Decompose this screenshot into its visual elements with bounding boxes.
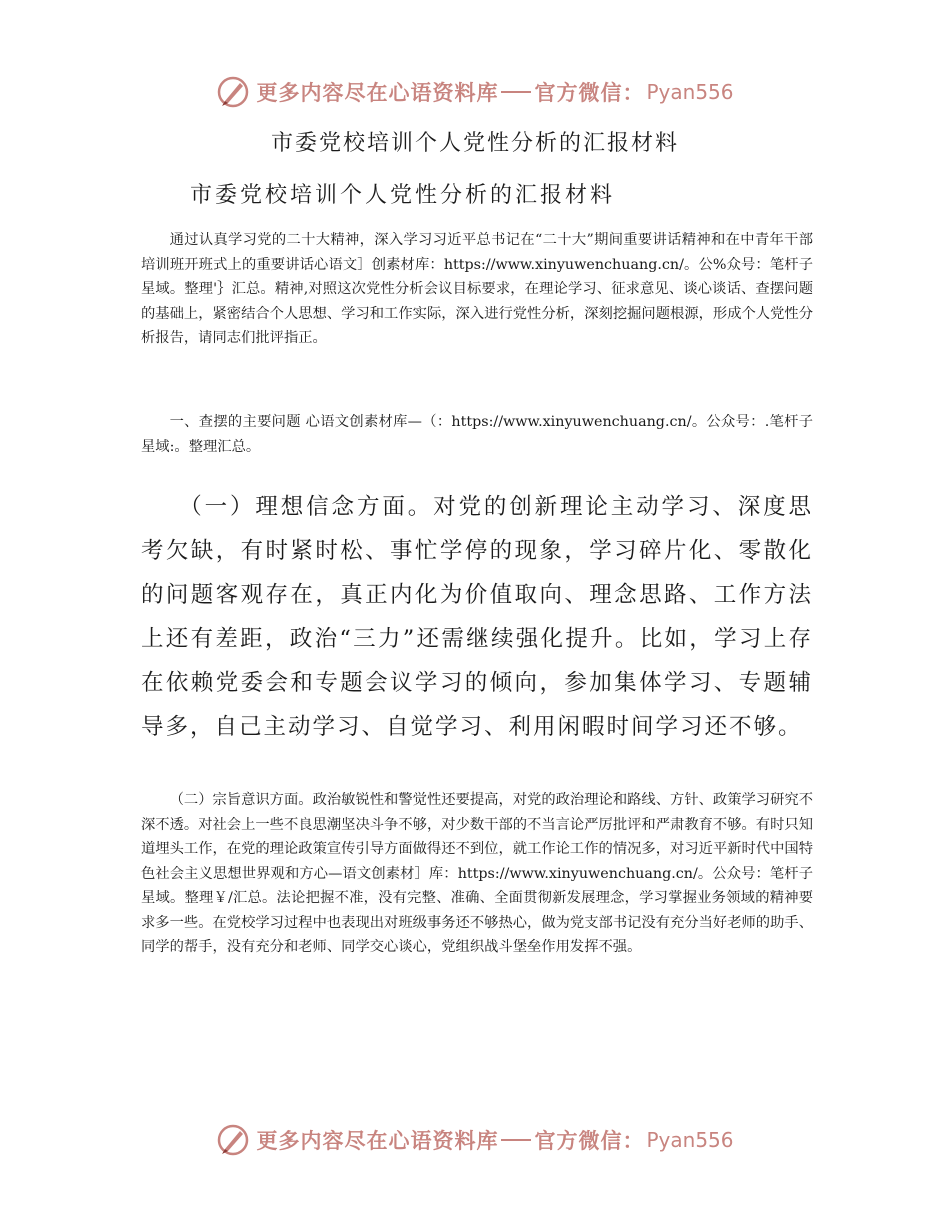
header-banner <box>0 72 950 112</box>
banner-separator <box>501 1139 531 1141</box>
banner-wechat-id: Pyan556 <box>646 1128 734 1152</box>
paragraph-ideals-beliefs: （一）理想信念方面。对党的创新理论主动学习、深度思考欠缺，有时紧时松、事忙学停的现象，学习碎片化、零散化的问题客观存在，真正内化为价值取向、理念思路、工作方法上还有差距，政治“三力”还需继续强化提升。比如，学习上存在依赖党委会和专题会议学习的倾向，参加集体学习、专题辅导多，自己主动学习、自觉学习、利用闲暇时间学习还不够。 <box>141 494 813 740</box>
banner-text: 更多内容尽在心语资料库 <box>256 81 499 105</box>
banner-wechat-id: Pyan556 <box>646 80 734 104</box>
paragraph-section-heading: 一、查摆的主要问题 心语文创素材库—（：https://www.xinyuwenchuang.cn/。公众号：.笔杆子星域:。整理汇总。 <box>141 414 813 455</box>
paragraph-intro: 通过认真学习党的二十大精神，深入学习习近平总书记在“二十大”期间重要讲话精神和在中青年干部培训班开班式上的重要讲话心语文］创素材库：https://www.xinyuwenchuang.cn/。公%众号：笔杆子星域。整理'｝汇总。精神,对照这次党性分析会议目标要求，在理论学习、征求意见、谈心谈话、查摆问题的基础上，紧密结合个人思想、学习和工作实际，深入进行党性分析，深刻挖掘问题根源，形成个人党性分析报告，请同志们批评指正。 <box>141 232 813 346</box>
banner-wechat-label: 官方微信： <box>534 81 645 105</box>
quill-logo-icon <box>216 75 250 109</box>
banner-separator <box>501 91 531 93</box>
quill-logo-icon <box>216 1123 250 1157</box>
paragraph-purpose-awareness: （二）宗旨意识方面。政治敏锐性和警觉性还要提高，对党的政治理论和路线、方针、政策学习研究不深不透。对社会上一些不良思潮坚决斗争不够，对少数干部的不当言论严厉批评和严肃教育不够。有时只知道埋头工作，在党的理论政策宣传引导方面做得还不到位，就工作论工作的情况多，对习近平新时代中国特色社会主义思想世界观和方心—语文创素材］库：https://www.xinyuwenchuang.cn/。公众号：笔杆子星域。整理￥/汇总。法论把握不准，没有完整、准确、全面贯彻新发展理念，学习掌握业务领域的精神要求多一些。在党校学习过程中也表现出对班级事务还不够热心，做为党支部书记没有充分当好老师的助手、同学的帮手，没有充分和老师、同学交心谈心，党组织战斗堡垒作用发挥不强。 <box>141 792 813 955</box>
document-subtitle: 市委党校培训个人党性分析的汇报材料 <box>190 183 616 208</box>
banner-text: 更多内容尽在心语资料库 <box>256 1129 499 1153</box>
banner-wechat-label: 官方微信： <box>534 1129 645 1153</box>
footer-banner <box>0 1120 950 1160</box>
document-title: 市委党校培训个人党性分析的汇报材料 <box>270 131 679 156</box>
